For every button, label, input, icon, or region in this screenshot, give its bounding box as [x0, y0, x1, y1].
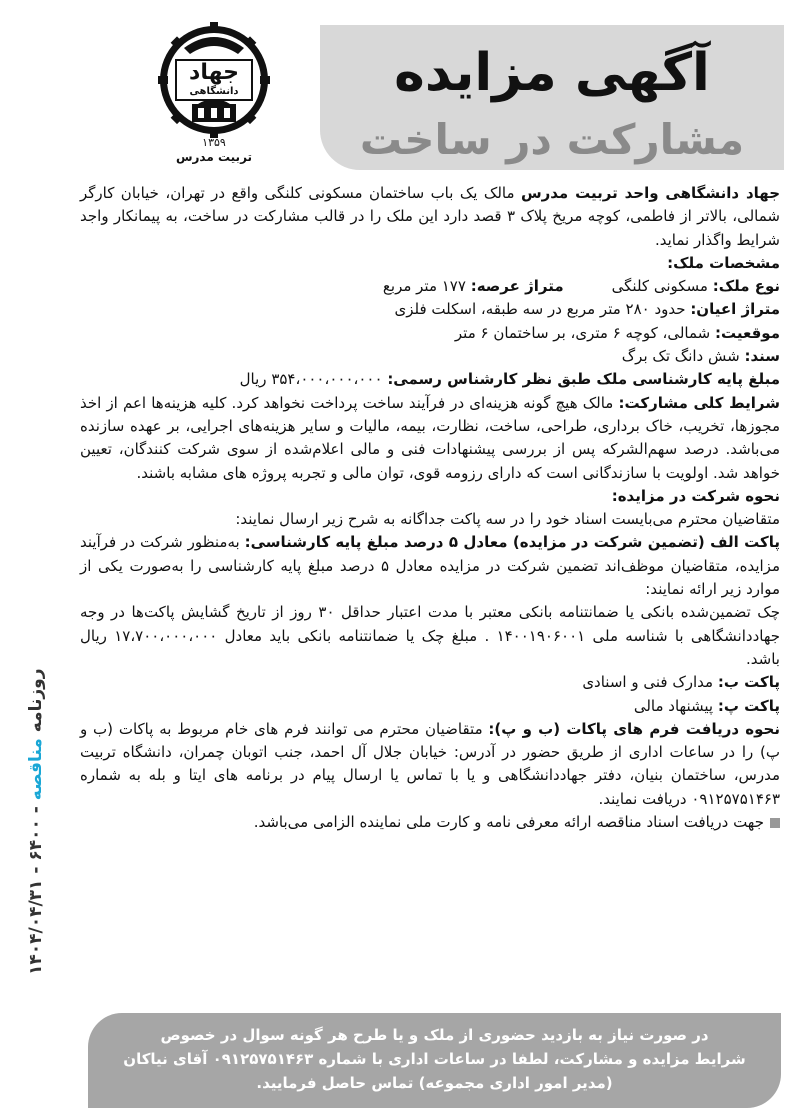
strip-brand: مناقصه	[26, 738, 46, 801]
contact-line-2: شرایط مزایده و مشارکت، لطفا در ساعات اداری با شماره ۰۹۱۲۵۷۵۱۴۶۳ آقای نیاکان	[123, 1050, 746, 1068]
spec-deed: سند: شش دانگ تک برگ	[621, 347, 780, 366]
intro-paragraph: جهاد دانشگاهی واحد تربیت مدرس مالک یک باب ساختمان مسکونی کلنگی واقع در تهران، خیابان کارگر شمالی، بالاتر از فاطمی، کوچه مریخ پلاک ۳ قصد دارد این ملک را در قالب مشارکت در ساخت، به پیمانکار واجد شرایط واگذار نماید.	[80, 184, 781, 249]
contact-box	[88, 1013, 781, 1108]
spec-building: متراژ اعیان: حدود ۲۸۰ متر مربع در سه طبقه، اسکلت فلزی	[394, 300, 780, 319]
title-box	[320, 25, 784, 170]
logo-caption: تربیت مدرس	[175, 150, 253, 164]
packet-c: پاکت پ: پیشنهاد مالی	[633, 696, 780, 715]
receive-paragraph: نحوه دریافت فرم های پاکات (ب و پ): متقاضیان محترم می توانند فرم های خام مربوط به پاکات (ب و پ) را در ساعات اداری از طریق حضور در آدرس: خیابان جلال آل احمد، جنب اتوبان چمران، دانشگاه تربیت مدرس، ساختمان بنیان، دفتر جهاددانشگاهی و یا با تماس یا ارسال پیام در برنامه های ایتا و بله به شماره ۰۹۱۲۵۷۵۱۴۶۳ دریافت نمایند.	[80, 719, 780, 808]
specs-heading: مشخصات ملک:	[667, 253, 780, 272]
logo-subname: دانشگاهی	[189, 86, 239, 97]
spec-price: مبلغ پایه کارشناسی ملک طبق نظر کارشناس رسمی: ۳۵۴،۰۰۰،۰۰۰،۰۰۰ ریال	[239, 370, 780, 389]
strip-issue: - ۶۴۰۰ - ۱۴۰۴/۰۴/۳۱	[26, 806, 46, 975]
guarantee-paragraph: چک تضمین‌شده بانکی یا ضمانتنامه بانکی معتبر با مدت اعتبار حداقل ۳۰ روز از تاریخ گشایش پاکت‌ها در وجه جهاددانشگاهی با شناسه ملی ۱۴۰۰۱۹۰۶۰۰۱ . مبلغ چک یا ضمانتنامه بانکی باید معادل ۱۷،۷۰۰،۰۰۰،۰۰۰ ریال باشد.	[80, 603, 781, 668]
spec-location: موقعیت: شمالی، کوچه ۶ متری، بر ساختمان ۶ متر	[454, 323, 780, 342]
note-line: جهت دریافت اسناد مناقصه ارائه معرفی نامه و کارت ملی نماینده الزامی می‌باشد.	[80, 811, 780, 834]
strip-prefix: روزنامه	[26, 668, 46, 733]
logo-year: ۱۳۵۹	[202, 136, 226, 149]
notice-body	[80, 182, 780, 834]
newspaper-strip	[26, 669, 46, 975]
contact-line-3: (مدیر امور اداری مجموعه) تماس حاصل فرمایید.	[256, 1074, 613, 1092]
packet-b: پاکت ب: مدارک فنی و اسنادی	[582, 673, 780, 692]
contact-line-1: در صورت نیاز به بازدید حضوری از ملک و یا طرح هر گونه سوال در خصوص	[160, 1026, 709, 1044]
participation-heading: نحوه شرکت در مزایده:	[611, 486, 780, 505]
notice-subtitle: مشارکت در ساخت	[359, 115, 745, 164]
notice-title: آگهی مزایده	[394, 43, 710, 103]
bullet-square-icon	[770, 818, 780, 828]
jahad-logo	[158, 18, 270, 148]
participation-intro: متقاضیان محترم می‌بایست اسناد خود را در سه پاکت جداگانه به شرح زیر ارسال نمایند:	[235, 510, 780, 529]
packet-a-paragraph: پاکت الف (تضمین شرکت در مزایده) معادل ۵ درصد مبلغ پایه کارشناسی: به‌منظور شرکت در فرآیند مزایده، متقاضیان موظف‌اند تضمین شرکت در مزایده معادل ۵ درصد مبلغ پایه کارشناسی را به‌صورت یکی از موارد زیر ارائه نمایند:	[80, 533, 781, 599]
org-name: جهاد دانشگاهی واحد تربیت مدرس	[520, 184, 781, 202]
spec-type-land: نوع ملک: مسکونی کلنگیمتراژ عرصه: ۱۷۷ متر مربع	[382, 277, 780, 296]
conditions-paragraph: شرایط کلی مشارکت: مالک هیچ گونه هزینه‌ای در فرآیند ساخت پرداخت نخواهد کرد. کلیه هزینه‌ها اعم از اخذ مجوزها، تخریب، خاک برداری، طراحی، ساخت، نظارت، بیمه، مالیات و سایر هزینه‌های اجرایی، بر عهده سازنده می‌باشد. درصد سهم‌الشرکه پس از بررسی پیشنهادات فنی و مالی اعلام‌شده از سوی شرکت کنندگان، تعیین خواهد شد. اولویت با سازندگانی است که دارای رزومه قوی، توان مالی و تجربه پروژه های مشابه باشند.	[80, 393, 780, 482]
logo-name: جهاد	[189, 60, 239, 85]
